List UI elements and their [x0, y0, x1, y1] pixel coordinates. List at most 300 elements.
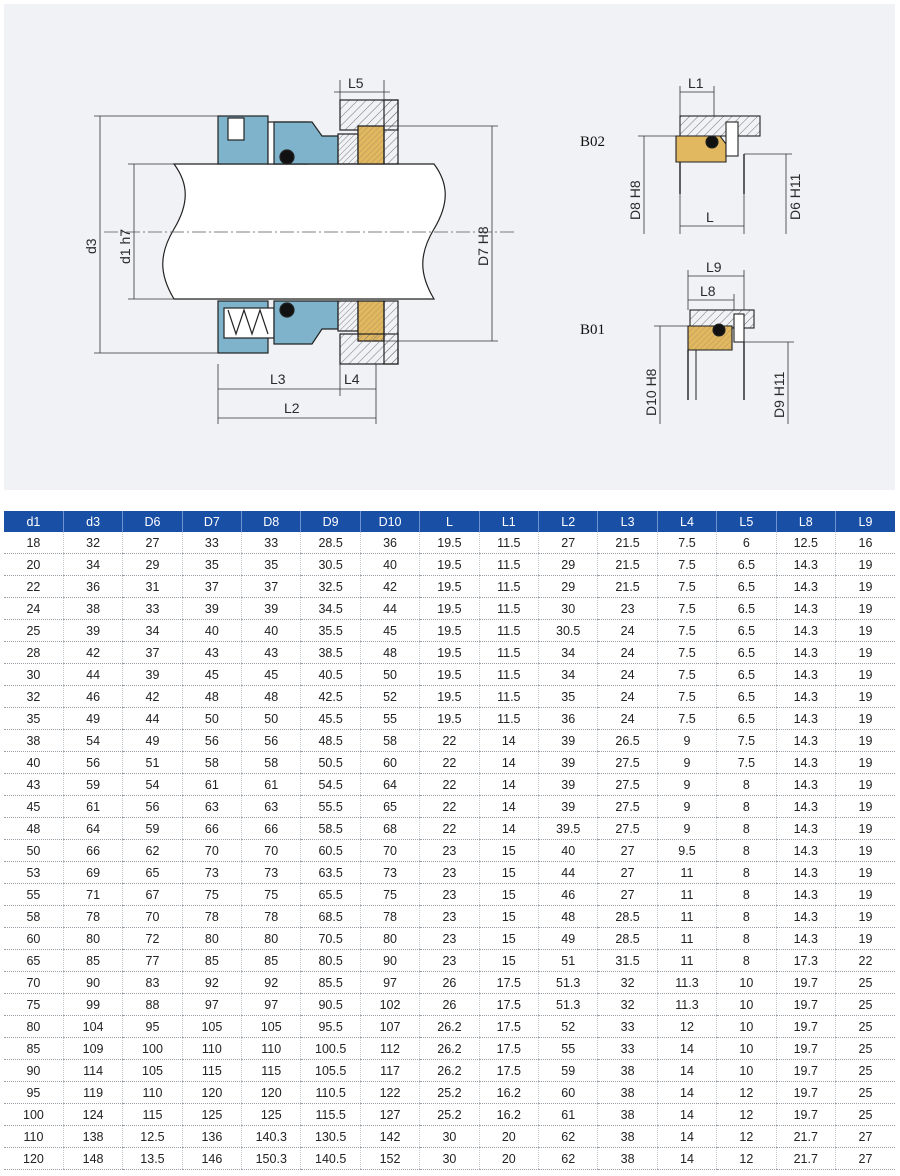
table-cell: 67 [123, 884, 182, 906]
table-cell: 92 [182, 972, 241, 994]
table-cell: 65 [4, 950, 63, 972]
table-cell: 19 [835, 708, 895, 730]
table-cell: 78 [242, 906, 301, 928]
table-cell: 20 [479, 1148, 538, 1170]
table-cell: 58 [360, 730, 419, 752]
table-cell: 58 [182, 752, 241, 774]
table-cell: 127 [360, 1104, 419, 1126]
table-cell: 120 [182, 1082, 241, 1104]
table-cell: 48.5 [301, 730, 360, 752]
table-cell: 63.5 [301, 862, 360, 884]
table-cell: 15 [479, 840, 538, 862]
table-cell: 7.5 [657, 708, 716, 730]
table-row [4, 1038, 895, 1060]
table-cell: 44 [63, 664, 122, 686]
table-cell: 112 [360, 1038, 419, 1060]
table-cell: 120 [242, 1082, 301, 1104]
table-cell: 12 [717, 1104, 776, 1126]
table-cell: 55 [360, 708, 419, 730]
label-b01-d9: D9 H11 [771, 371, 787, 418]
table-cell: 100.5 [301, 1038, 360, 1060]
table-cell: 27 [598, 862, 657, 884]
table-cell: 14.3 [776, 686, 835, 708]
table-cell: 62 [123, 840, 182, 862]
table-cell: 15 [479, 862, 538, 884]
table-cell: 100 [123, 1038, 182, 1060]
table-cell: 62 [539, 1126, 598, 1148]
table-cell: 39 [123, 664, 182, 686]
table-cell: 115 [182, 1060, 241, 1082]
table-cell: 28.5 [301, 532, 360, 554]
table-cell: 11.5 [479, 554, 538, 576]
table-cell: 19 [835, 554, 895, 576]
table-cell: 95.5 [301, 1016, 360, 1038]
table-cell: 28.5 [598, 928, 657, 950]
table-cell: 22 [4, 576, 63, 598]
table-cell: 64 [63, 818, 122, 840]
table-row [4, 1148, 895, 1170]
table-cell: 25 [835, 1104, 895, 1126]
table-cell: 65.5 [301, 884, 360, 906]
table-row [4, 928, 895, 950]
table-cell: 32.5 [301, 576, 360, 598]
table-cell: 85 [242, 950, 301, 972]
table-cell: 105 [242, 1016, 301, 1038]
table-cell: 11.5 [479, 576, 538, 598]
table-cell: 8 [717, 796, 776, 818]
table-cell: 14.3 [776, 664, 835, 686]
label-l4: L4 [344, 371, 360, 387]
label-b02-d8: D8 H8 [627, 180, 643, 220]
table-cell: 38 [598, 1126, 657, 1148]
table-cell: 78 [360, 906, 419, 928]
table-cell: 138 [63, 1126, 122, 1148]
table-cell: 8 [717, 906, 776, 928]
table-cell: 11.5 [479, 598, 538, 620]
table-cell: 14 [479, 796, 538, 818]
table-cell: 61 [63, 796, 122, 818]
table-cell: 12.5 [123, 1126, 182, 1148]
table-cell: 95 [123, 1016, 182, 1038]
table-cell: 64 [360, 774, 419, 796]
table-row [4, 994, 895, 1016]
table-cell: 110 [4, 1126, 63, 1148]
table-cell: 70 [182, 840, 241, 862]
table-cell: 55.5 [301, 796, 360, 818]
column-header: D10 [360, 511, 419, 532]
table-cell: 19.5 [420, 598, 479, 620]
label-b01-d10: D10 H8 [643, 368, 659, 416]
table-cell: 29 [539, 554, 598, 576]
table-cell: 7.5 [717, 752, 776, 774]
table-cell: 14 [479, 774, 538, 796]
table-cell: 6.5 [717, 642, 776, 664]
table-cell: 19 [835, 730, 895, 752]
table-cell: 43 [4, 774, 63, 796]
table-cell: 33 [182, 532, 241, 554]
table-cell: 80 [63, 928, 122, 950]
table-cell: 51.3 [539, 972, 598, 994]
table-cell: 19 [835, 752, 895, 774]
table-cell: 122 [360, 1082, 419, 1104]
table-cell: 19 [835, 642, 895, 664]
table-cell: 140.5 [301, 1148, 360, 1170]
table-cell: 33 [598, 1016, 657, 1038]
label-d7: D7 H8 [475, 226, 491, 266]
table-cell: 27.5 [598, 796, 657, 818]
table-cell: 48 [4, 818, 63, 840]
table-cell: 19.5 [420, 642, 479, 664]
table-cell: 25 [835, 994, 895, 1016]
table-cell: 14 [657, 1126, 716, 1148]
table-cell: 19.7 [776, 1038, 835, 1060]
table-cell: 97 [360, 972, 419, 994]
table-cell: 60 [539, 1082, 598, 1104]
table-cell: 17.5 [479, 994, 538, 1016]
table-cell: 61 [242, 774, 301, 796]
table-cell: 19 [835, 818, 895, 840]
table-cell: 56 [123, 796, 182, 818]
table-cell: 73 [360, 862, 419, 884]
table-cell: 15 [479, 884, 538, 906]
table-cell: 22 [835, 950, 895, 972]
table-cell: 7.5 [657, 532, 716, 554]
table-cell: 11.5 [479, 532, 538, 554]
table-cell: 12 [717, 1082, 776, 1104]
table-cell: 90 [4, 1060, 63, 1082]
table-cell: 19.7 [776, 1060, 835, 1082]
table-cell: 42 [123, 686, 182, 708]
column-header: D6 [123, 511, 182, 532]
table-cell: 7.5 [657, 642, 716, 664]
b01-seat-drawing [688, 310, 754, 400]
table-cell: 12 [717, 1126, 776, 1148]
table-cell: 14.3 [776, 796, 835, 818]
table-cell: 19 [835, 796, 895, 818]
table-cell: 34 [539, 642, 598, 664]
table-row [4, 598, 895, 620]
table-cell: 50 [360, 664, 419, 686]
table-cell: 115 [242, 1060, 301, 1082]
label-b02-l: L [706, 209, 714, 225]
table-cell: 39 [539, 796, 598, 818]
table-cell: 104 [63, 1016, 122, 1038]
table-cell: 19.7 [776, 1016, 835, 1038]
table-cell: 27 [123, 532, 182, 554]
table-cell: 34 [63, 554, 122, 576]
table-row [4, 686, 895, 708]
label-b01-l9: L9 [706, 259, 722, 275]
table-cell: 7.5 [657, 598, 716, 620]
table-cell: 70.5 [301, 928, 360, 950]
table-cell: 19.5 [420, 620, 479, 642]
table-cell: 48 [182, 686, 241, 708]
table-cell: 45 [4, 796, 63, 818]
table-cell: 59 [539, 1060, 598, 1082]
table-cell: 48 [360, 642, 419, 664]
table-cell: 10 [717, 1016, 776, 1038]
table-cell: 136 [182, 1126, 241, 1148]
table-cell: 39 [63, 620, 122, 642]
table-cell: 55 [539, 1038, 598, 1060]
table-cell: 125 [242, 1104, 301, 1126]
table-cell: 13.5 [123, 1148, 182, 1170]
table-cell: 23 [420, 862, 479, 884]
table-cell: 65 [360, 796, 419, 818]
column-header: L9 [835, 511, 895, 532]
table-cell: 60.5 [301, 840, 360, 862]
table-cell: 17.5 [479, 972, 538, 994]
table-cell: 110 [123, 1082, 182, 1104]
table-cell: 9 [657, 752, 716, 774]
table-cell: 51.3 [539, 994, 598, 1016]
table-cell: 56 [242, 730, 301, 752]
table-cell: 19.5 [420, 708, 479, 730]
table-cell: 46 [539, 884, 598, 906]
table-cell: 10 [717, 1060, 776, 1082]
table-cell: 11.5 [479, 664, 538, 686]
table-cell: 80 [242, 928, 301, 950]
table-cell: 8 [717, 840, 776, 862]
table-cell: 85 [63, 950, 122, 972]
table-cell: 24 [598, 642, 657, 664]
table-cell: 70 [4, 972, 63, 994]
table-cell: 27 [835, 1126, 895, 1148]
table-cell: 15 [479, 906, 538, 928]
table-cell: 45 [360, 620, 419, 642]
table-cell: 30 [539, 598, 598, 620]
table-cell: 34 [539, 664, 598, 686]
table-cell: 40 [4, 752, 63, 774]
table-cell: 75 [242, 884, 301, 906]
table-cell: 14.3 [776, 576, 835, 598]
table-cell: 36 [360, 532, 419, 554]
table-row [4, 972, 895, 994]
column-header: d3 [63, 511, 122, 532]
table-cell: 31 [123, 576, 182, 598]
table-cell: 110.5 [301, 1082, 360, 1104]
table-cell: 58.5 [301, 818, 360, 840]
table-cell: 117 [360, 1060, 419, 1082]
table-cell: 14 [657, 1104, 716, 1126]
table-cell: 27.5 [598, 774, 657, 796]
table-cell: 20 [479, 1126, 538, 1148]
table-cell: 8 [717, 862, 776, 884]
table-cell: 95 [4, 1082, 63, 1104]
table-cell: 38.5 [301, 642, 360, 664]
table-cell: 42 [360, 576, 419, 598]
column-header: D9 [301, 511, 360, 532]
table-cell: 39 [539, 752, 598, 774]
table-cell: 14 [657, 1060, 716, 1082]
table-cell: 99 [63, 994, 122, 1016]
table-cell: 109 [63, 1038, 122, 1060]
table-cell: 27.5 [598, 818, 657, 840]
table-cell: 11.3 [657, 972, 716, 994]
table-header-row [4, 511, 895, 532]
table-cell: 14.3 [776, 818, 835, 840]
table-cell: 110 [242, 1038, 301, 1060]
table-row [4, 576, 895, 598]
table-cell: 63 [242, 796, 301, 818]
table-cell: 14.3 [776, 598, 835, 620]
table-cell: 78 [63, 906, 122, 928]
table-cell: 9 [657, 818, 716, 840]
table-cell: 46 [63, 686, 122, 708]
table-cell: 60 [360, 752, 419, 774]
b02-o-ring [706, 136, 718, 148]
table-cell: 27.5 [598, 752, 657, 774]
table-cell: 55 [4, 884, 63, 906]
table-cell: 21.5 [598, 532, 657, 554]
table-row [4, 620, 895, 642]
table-cell: 42 [63, 642, 122, 664]
table-cell: 27 [598, 884, 657, 906]
table-cell: 25 [835, 1060, 895, 1082]
spring-box [224, 308, 274, 338]
table-cell: 56 [182, 730, 241, 752]
table-cell: 7.5 [657, 576, 716, 598]
table-cell: 72 [123, 928, 182, 950]
table-cell: 43 [242, 642, 301, 664]
table-cell: 85 [4, 1038, 63, 1060]
table-cell: 24 [598, 664, 657, 686]
table-cell: 39.5 [539, 818, 598, 840]
table-cell: 18 [4, 532, 63, 554]
table-cell: 68.5 [301, 906, 360, 928]
table-cell: 11.5 [479, 642, 538, 664]
table-row [4, 532, 895, 554]
table-cell: 35 [539, 686, 598, 708]
table-cell: 11 [657, 906, 716, 928]
table-row [4, 818, 895, 840]
table-cell: 53 [4, 862, 63, 884]
table-cell: 19 [835, 664, 895, 686]
table-cell: 51 [123, 752, 182, 774]
b02-pin [726, 122, 738, 156]
upper-o-ring [280, 150, 294, 164]
table-cell: 110 [182, 1038, 241, 1060]
table-cell: 6 [717, 532, 776, 554]
table-cell: 22 [420, 752, 479, 774]
column-header: D7 [182, 511, 241, 532]
table-row [4, 950, 895, 972]
table-cell: 19 [835, 620, 895, 642]
table-cell: 66 [182, 818, 241, 840]
table-cell: 6.5 [717, 576, 776, 598]
table-cell: 6.5 [717, 686, 776, 708]
table-cell: 49 [539, 928, 598, 950]
table-cell: 11.5 [479, 686, 538, 708]
table-cell: 25 [835, 1016, 895, 1038]
table-cell: 70 [360, 840, 419, 862]
column-header: D8 [242, 511, 301, 532]
table-cell: 31.5 [598, 950, 657, 972]
table-cell: 17.5 [479, 1038, 538, 1060]
table-cell: 6.5 [717, 554, 776, 576]
table-cell: 52 [360, 686, 419, 708]
table-cell: 27 [598, 840, 657, 862]
column-header: L8 [776, 511, 835, 532]
table-row [4, 664, 895, 686]
table-cell: 14.3 [776, 862, 835, 884]
table-cell: 14.3 [776, 774, 835, 796]
table-cell: 40 [182, 620, 241, 642]
label-d1: d1 h7 [117, 228, 133, 264]
table-cell: 9 [657, 796, 716, 818]
table-cell: 10 [717, 994, 776, 1016]
table-cell: 60 [4, 928, 63, 950]
table-cell: 45.5 [301, 708, 360, 730]
table-cell: 124 [63, 1104, 122, 1126]
table-cell: 61 [182, 774, 241, 796]
table-cell: 92 [242, 972, 301, 994]
table-cell: 23 [598, 598, 657, 620]
table-cell: 37 [242, 576, 301, 598]
table-cell: 26.2 [420, 1016, 479, 1038]
table-cell: 90 [360, 950, 419, 972]
label-d3: d3 [83, 238, 99, 254]
table-cell: 11 [657, 928, 716, 950]
table-cell: 32 [598, 972, 657, 994]
table-cell: 38 [598, 1082, 657, 1104]
table-row [4, 1016, 895, 1038]
table-cell: 19.5 [420, 686, 479, 708]
table-cell: 115 [123, 1104, 182, 1126]
table-cell: 142 [360, 1126, 419, 1148]
table-cell: 24 [598, 708, 657, 730]
table-cell: 61 [539, 1104, 598, 1126]
table-cell: 35 [182, 554, 241, 576]
b01-title: B01 [580, 322, 606, 338]
label-l5: L5 [348, 75, 364, 91]
table-row [4, 1082, 895, 1104]
table-cell: 97 [242, 994, 301, 1016]
table-cell: 36 [63, 576, 122, 598]
table-cell: 14.3 [776, 642, 835, 664]
table-cell: 19 [835, 884, 895, 906]
table-cell: 115.5 [301, 1104, 360, 1126]
table-cell: 50 [242, 708, 301, 730]
table-cell: 43 [182, 642, 241, 664]
table-cell: 30.5 [301, 554, 360, 576]
table-cell: 14.3 [776, 840, 835, 862]
table-cell: 11 [657, 950, 716, 972]
table-cell: 17.3 [776, 950, 835, 972]
table-cell: 70 [123, 906, 182, 928]
table-cell: 12 [657, 1016, 716, 1038]
table-cell: 14.3 [776, 752, 835, 774]
column-header: d1 [4, 511, 63, 532]
upper-carbon-ring [338, 134, 358, 164]
table-row [4, 796, 895, 818]
upper-housing-wall [384, 100, 398, 164]
lower-o-ring [280, 303, 294, 317]
table-cell: 102 [360, 994, 419, 1016]
label-b01-l8: L8 [700, 283, 716, 299]
table-cell: 14.3 [776, 730, 835, 752]
table-cell: 50 [4, 840, 63, 862]
table-cell: 39 [539, 774, 598, 796]
table-cell: 25 [835, 1038, 895, 1060]
label-b02-d6: D6 H11 [787, 173, 803, 220]
table-cell: 34 [123, 620, 182, 642]
table-cell: 32 [598, 994, 657, 1016]
table-row [4, 774, 895, 796]
table-cell: 63 [182, 796, 241, 818]
table-cell: 19.5 [420, 664, 479, 686]
table-cell: 14 [479, 818, 538, 840]
